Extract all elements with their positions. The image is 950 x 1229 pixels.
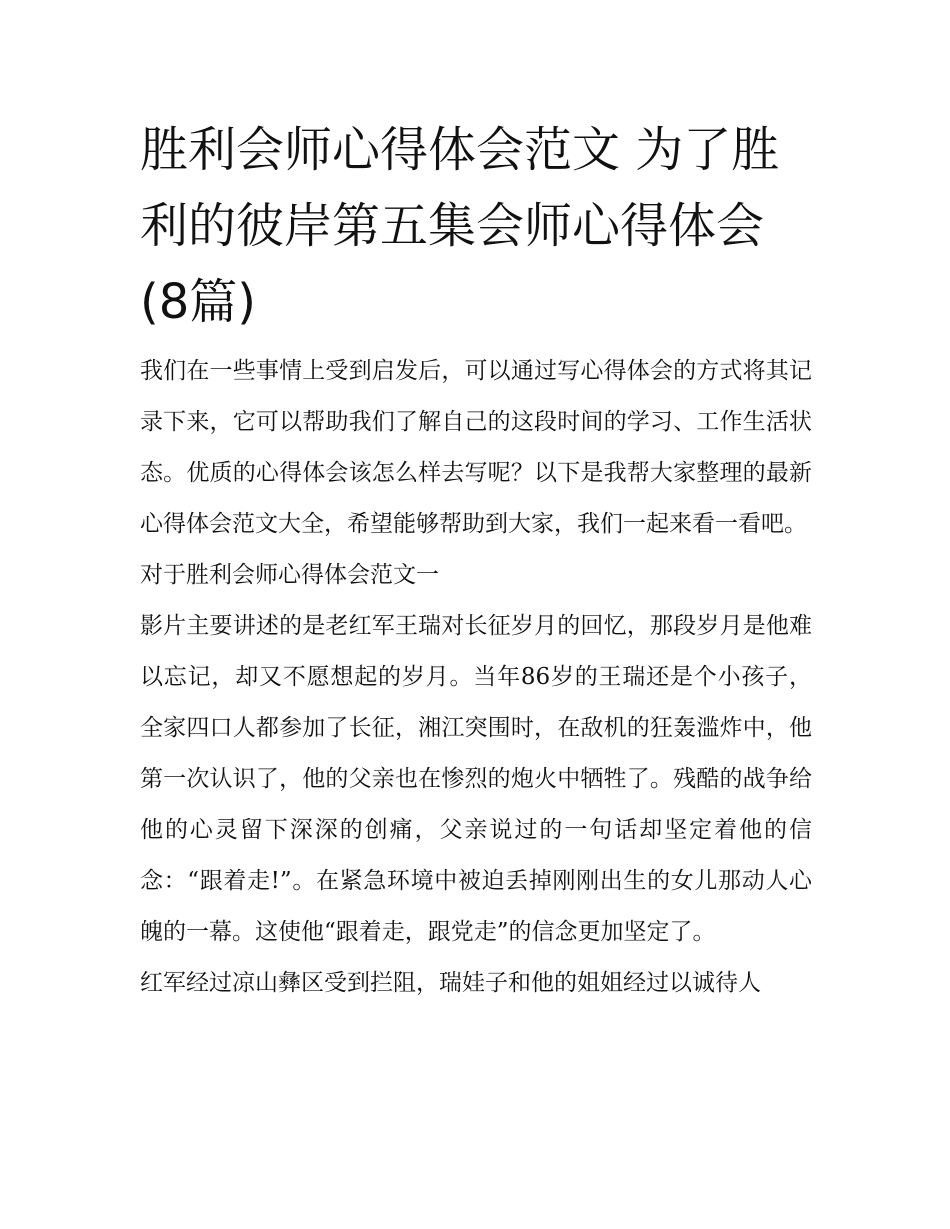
section-heading: 对于胜利会师心得体会范文一	[140, 562, 439, 588]
document-title: 胜利会师心得体会范文 为了胜利的彼岸第五集会师心得体会(8篇)	[140, 122, 780, 330]
body-paragraph-2: 红军经过凉山彝区受到拦阻，瑞娃子和他的姐姐经过以诚待人	[140, 970, 761, 996]
intro-paragraph: 我们在一些事情上受到启发后，可以通过写心得体会的方式将其记录下来，它可以帮助我们了解自己的这段时间的学习、工作生活状态。优质的心得体会该怎么样去写呢？以下是我帮大家整理的最新心得体会范文大全，希望能够帮助到大家，我们一起来看一看吧。	[140, 358, 812, 537]
body-paragraph-1: 影片主要讲述的是老红军王瑞对长征岁月的回忆，那段岁月是他难以忘记，却又不愿想起的岁月。当年86岁的王瑞还是个小孩子，全家四口人都参加了长征，湘江突围时，在敌机的狂轰滥炸中，他第一次认识了，他的父亲也在惨烈的炮火中牺牲了。残酷的战争给他的心灵留下深深的创痛，父亲说过的一句话却坚定着他的信念：“跟着走!”。在紧急环境中被迫丢掉刚刚出生的女儿那动人心魄的一幕。这使他“跟着走，跟党走”的信念更加坚定了。	[140, 613, 812, 945]
document-page	[140, 112, 812, 1009]
